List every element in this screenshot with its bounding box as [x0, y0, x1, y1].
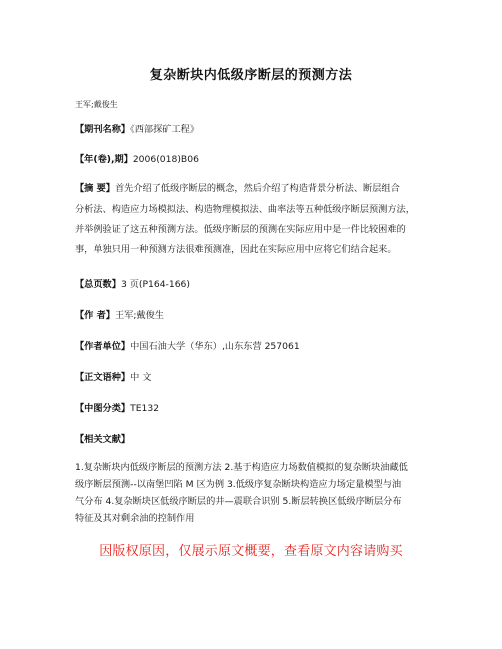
- issue-value: 2006(018)B06: [132, 154, 199, 165]
- related-line-1: 1.复杂断块内低级序断层的预测方法 2.基于构造应力场数值模拟的复杂断块油藏低: [75, 462, 408, 473]
- related-label: 【相关文献】: [75, 434, 131, 445]
- pages-label: 【总页数】: [75, 279, 121, 290]
- related-heading: [75, 433, 445, 447]
- document-title: 复杂断块内低级序断层的预测方法: [149, 68, 353, 83]
- language-label: 【正文语种】: [75, 372, 131, 383]
- journal-field: [75, 123, 445, 137]
- author-label: 【作 者】: [75, 310, 115, 321]
- clc-value: TE132: [130, 403, 160, 414]
- abstract-line-1: [75, 182, 445, 196]
- journal-value: 《西部探矿工程》: [130, 124, 200, 135]
- abstract-text-2: 分析法、构造应力场模拟法、构造物理模拟法、曲率法等五种低级序断层预测方法，: [75, 204, 415, 215]
- authors-line: 王军;戴俊生: [75, 100, 118, 109]
- related-line-4: 特征及其对剩余油的控制作用: [75, 513, 195, 524]
- affiliation-label: 【作者单位】: [75, 341, 131, 352]
- issue-field: [75, 153, 445, 167]
- abstract-text-4: 事，单独只用一种预测方法很难预测准，因此在实际应用中应将它们结合起来。: [75, 244, 397, 255]
- related-line-2: 级序断层预测--以南堡凹陷 M 区为例 3.低级序复杂断块构造应力场定量模型与油: [75, 479, 402, 490]
- author-field: [75, 309, 445, 323]
- related-line-3: 气分布 4.复杂断块区低级序断层的井—震联合识别 5.断层转换区低级序断层分布: [75, 496, 402, 507]
- affiliation-field: [75, 340, 445, 354]
- language-value: 中 文: [130, 372, 152, 383]
- clc-field: [75, 402, 445, 416]
- abstract-label: 【摘 要】: [75, 183, 115, 194]
- affiliation-value: 中国石油大学（华东）,山东东营 257061: [130, 341, 300, 352]
- language-field: [75, 371, 445, 385]
- journal-label: 【期刊名称】: [75, 124, 131, 135]
- issue-label: 【年(卷),期】: [75, 154, 133, 165]
- purchase-notice[interactable]: 因版权原因，仅展示原文概要，查看原文内容请购买: [99, 544, 403, 559]
- abstract-text-3: 并举例验证了这五种预测方法。低级序断层的预测在实际应用中是一件比较困难的: [75, 224, 406, 235]
- pages-value: 3 页(P164-166): [120, 279, 190, 290]
- author-value: 王军;戴俊生: [114, 310, 164, 321]
- pages-field: [75, 278, 445, 292]
- abstract-text-1: 首先介绍了低级序断层的概念，然后介绍了构造背景分析法、断层组合: [114, 183, 400, 194]
- clc-label: 【中图分类】: [75, 403, 131, 414]
